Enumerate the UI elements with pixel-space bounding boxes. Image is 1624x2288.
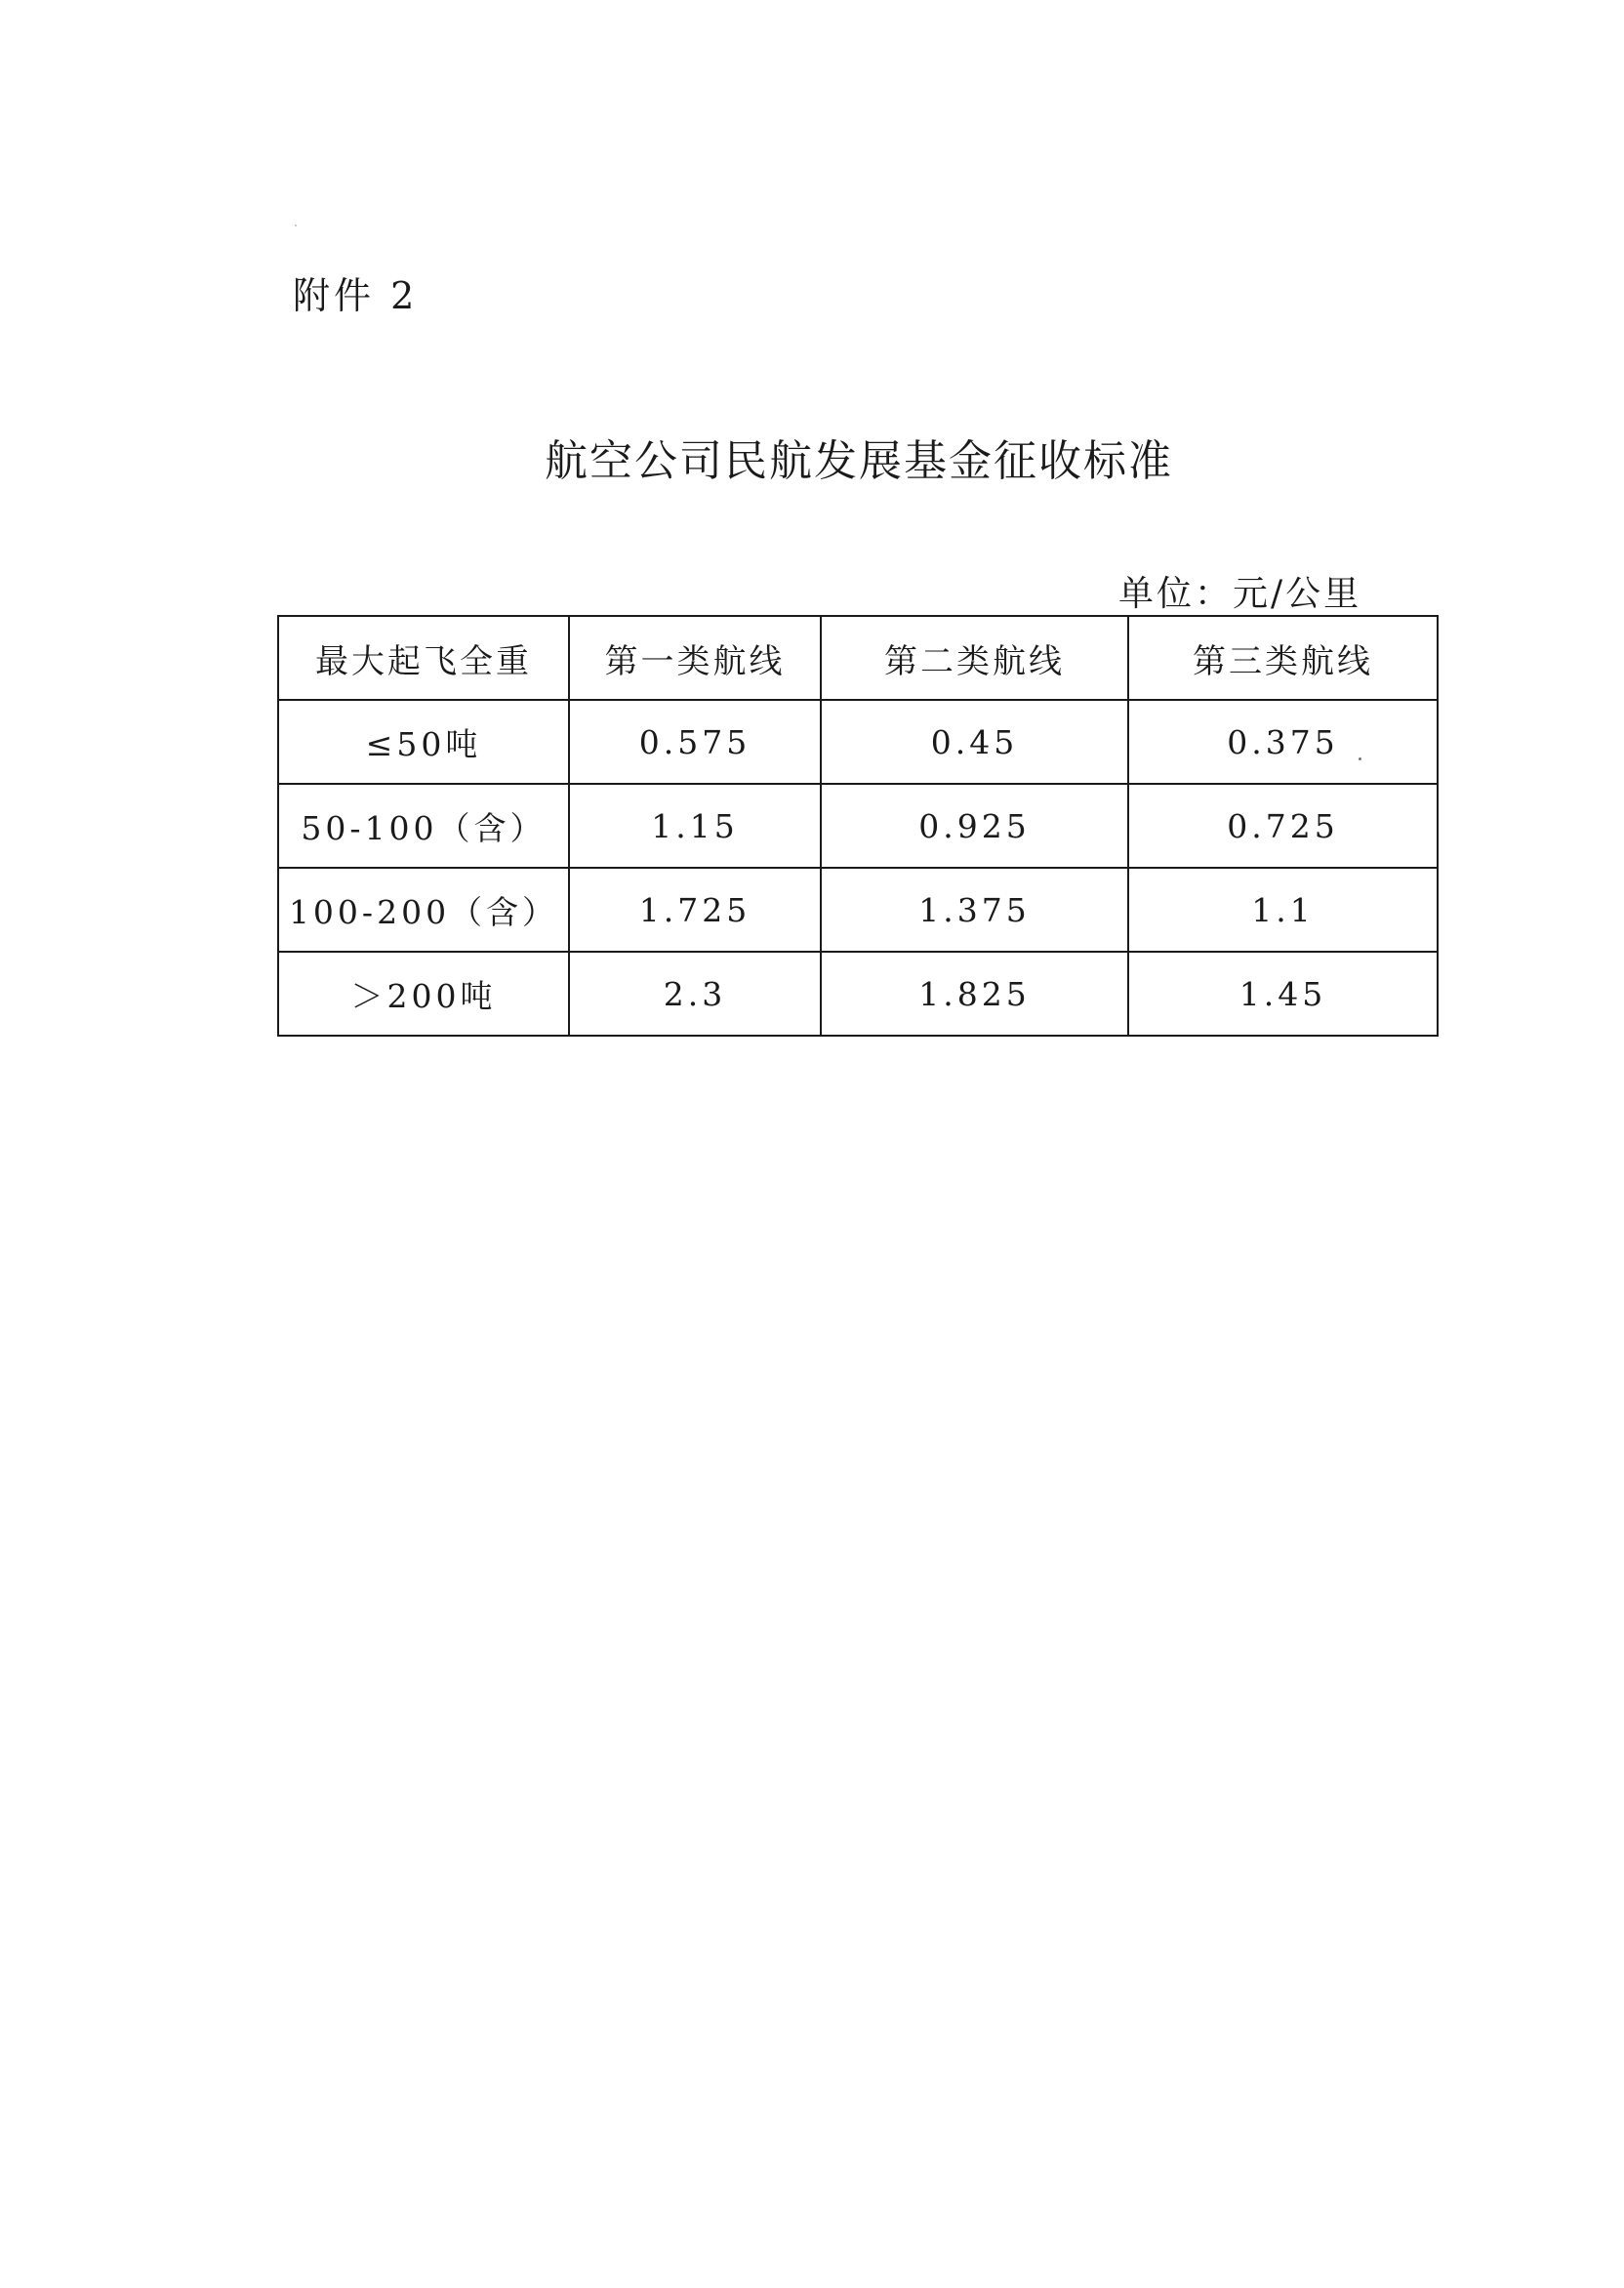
rate-cell: 1.1	[1128, 868, 1438, 952]
rate-cell: 0.45	[821, 700, 1128, 784]
table-row	[278, 952, 1438, 1036]
header-route-class-3: 第三类航线	[1128, 616, 1438, 700]
scan-speck	[295, 225, 297, 226]
scan-speck	[1359, 757, 1361, 760]
weight-cell: ＞200吨	[278, 952, 569, 1036]
header-route-class-1: 第一类航线	[569, 616, 821, 700]
weight-cell: ≤50吨	[278, 700, 569, 784]
rate-cell: 0.725	[1128, 784, 1438, 868]
header-max-takeoff-weight: 最大起飞全重	[278, 616, 569, 700]
table-row	[278, 784, 1438, 868]
rate-cell: 0.375	[1128, 700, 1438, 784]
weight-cell: 100-200（含）	[278, 868, 569, 952]
rate-cell: 0.925	[821, 784, 1128, 868]
table-header-row	[278, 616, 1438, 700]
attachment-label: 附件 2	[293, 274, 419, 317]
rate-cell: 0.575	[569, 700, 821, 784]
document-title: 航空公司民航发展基金征收标准	[545, 436, 1173, 486]
table-row	[278, 700, 1438, 784]
table-row	[278, 868, 1438, 952]
rate-cell: 1.45	[1128, 952, 1438, 1036]
rate-cell: 1.725	[569, 868, 821, 952]
header-route-class-2: 第二类航线	[821, 616, 1128, 700]
rate-cell: 2.3	[569, 952, 821, 1036]
weight-cell: 50-100（含）	[278, 784, 569, 868]
rate-cell: 1.15	[569, 784, 821, 868]
rate-cell: 1.375	[821, 868, 1128, 952]
rate-cell: 1.825	[821, 952, 1128, 1036]
unit-note: 单位：元/公里	[1118, 574, 1362, 614]
fee-standard-table	[277, 615, 1439, 1037]
